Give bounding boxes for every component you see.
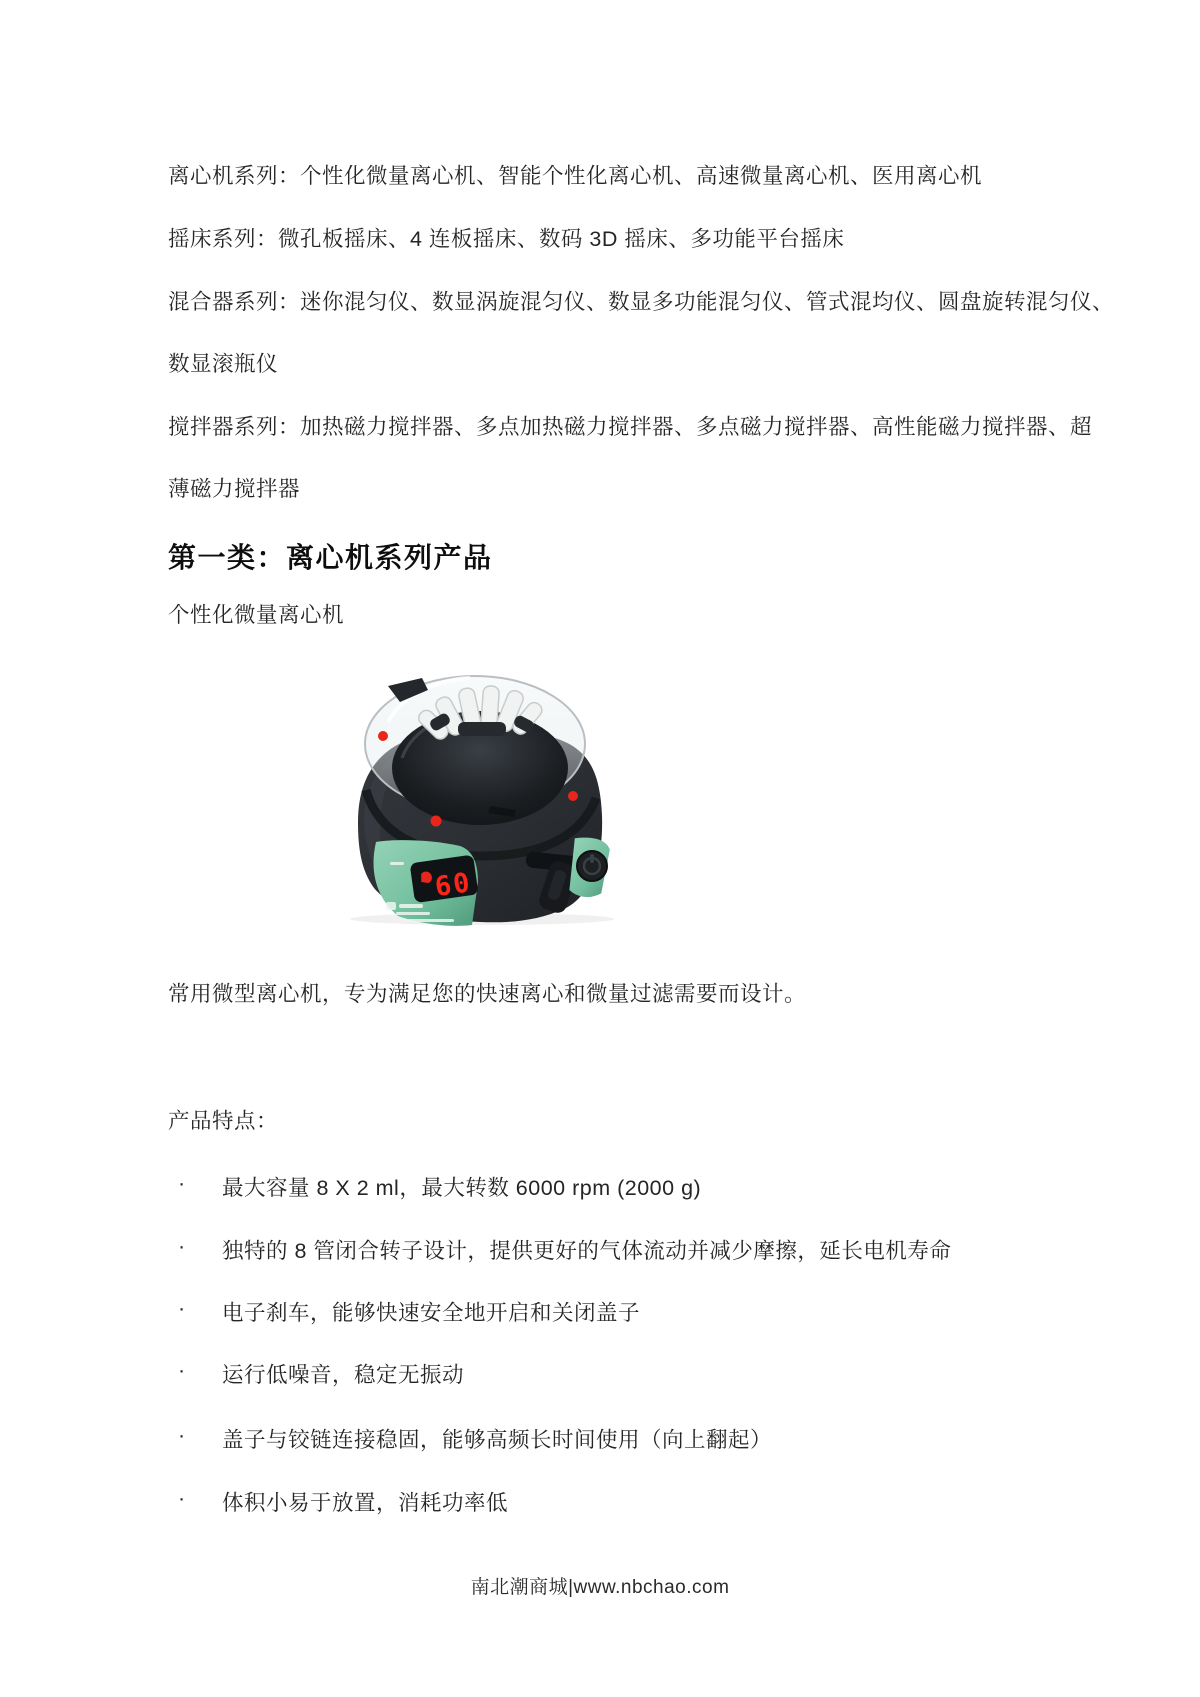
product-name: 个性化微量离心机 (168, 603, 345, 627)
feature-item (178, 1486, 508, 1517)
feature-text: 运行低噪音，稳定无振动 (222, 1363, 465, 1387)
bullet-marker: · (178, 1423, 186, 1447)
feature-item (178, 1358, 464, 1389)
bullet-marker: · (178, 1234, 186, 1258)
intro-line: 薄磁力搅拌器 (168, 477, 301, 501)
intro-line: 混合器系列：迷你混匀仪、数显涡旋混匀仪、数显多功能混匀仪、管式混均仪、圆盘旋转混匀仪、 (168, 290, 1115, 314)
bullet-marker: · (178, 1358, 186, 1382)
feature-text: 盖子与铰链连接稳固，能够高频长时间使用（向上翻起） (222, 1428, 773, 1452)
feature-text: 独特的 8 管闭合转子设计，提供更好的气体流动并减少摩擦，延长电机寿命 (222, 1239, 952, 1263)
feature-text: 最大容量 8 X 2 ml，最大转数 6000 rpm (2000 g) (222, 1176, 702, 1200)
intro-line: 摇床系列：微孔板摇床、4 连板摇床、数码 3D 摇床、多功能平台摇床 (168, 227, 845, 251)
bullet-marker: · (178, 1171, 186, 1195)
section-heading: 第一类：离心机系列产品 (168, 542, 493, 573)
feature-text: 电子刹车，能够快速安全地开启和关闭盖子 (222, 1301, 641, 1325)
features-heading: 产品特点： (168, 1109, 279, 1133)
intro-line: 离心机系列：个性化微量离心机、智能个性化离心机、高速微量离心机、医用离心机 (168, 164, 983, 188)
product-description: 常用微型离心机，专为满足您的快速离心和微量过滤需要而设计。 (168, 982, 807, 1006)
feature-item (178, 1234, 951, 1265)
feature-item (178, 1423, 772, 1454)
feature-text: 体积小易于放置，消耗功率低 (222, 1491, 509, 1515)
intro-line: 数显滚瓶仪 (168, 352, 279, 376)
display-value: 60 (433, 867, 474, 904)
led-display (410, 855, 479, 906)
power-knob (577, 851, 607, 881)
bullet-marker: · (178, 1486, 186, 1510)
bullet-marker: · (178, 1296, 186, 1320)
centrifuge-product-image (330, 630, 660, 928)
intro-line: 搅拌器系列：加热磁力搅拌器、多点加热磁力搅拌器、多点磁力搅拌器、高性能磁力搅拌器、超 (168, 415, 1093, 439)
footer-site-credit: 南北潮商城|www.nbchao.com (470, 1577, 730, 1598)
feature-item (178, 1296, 640, 1327)
feature-item (178, 1171, 701, 1202)
